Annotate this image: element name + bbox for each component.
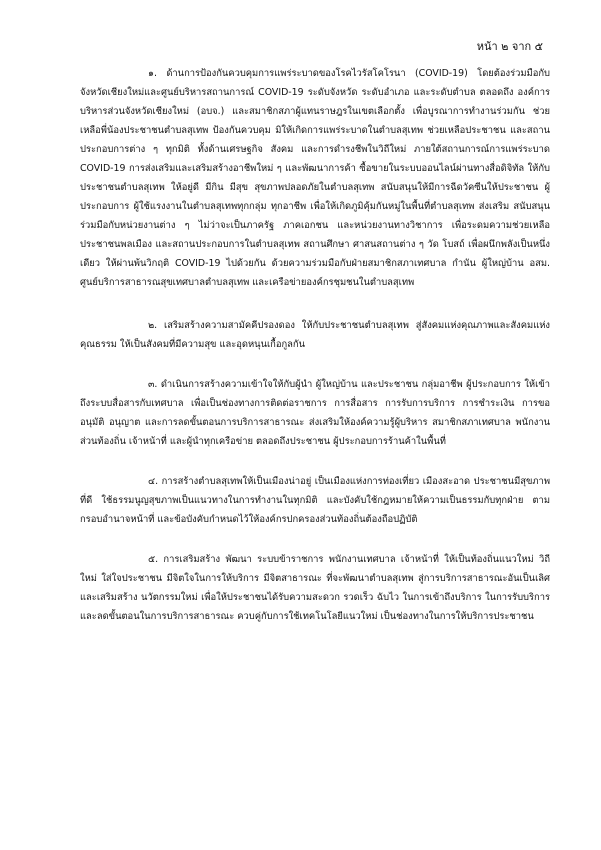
policy-paragraph-4: ๔. การสร้างตำบลสุเทพให้เป็นเมืองน่าอยู่ เป็นเมืองแห่งการท่องเที่ยว เมืองสะอาด ประชาชนมีสุขภาพที่ดี ใช้ธรรมนูญสุขภาพเป็นแนวทางในการทำงานในทุกมิติ และบังคับใช้กฎหมายให้ความเป็นธรรมกับทุกฝ่าย ตามกรอบอำนาจหน้าที่ และข้อบังคับกำหนดไว้ให้องค์กรปกครองส่วนท้องถิ่นต้องถือปฏิบัติ (80, 476, 550, 525)
document-body (80, 64, 550, 647)
policy-paragraph-2: ๒. เสริมสร้างความสามัคคีปรองดอง ให้กับประชาชนตำบลสุเทพ สู่สังคมแห่งคุณภาพและสังคมแห่งคุณธรรม ให้เป็นสังคมที่มีความสุข และอุดหนุนเกื้อกูลกัน (80, 320, 550, 350)
policy-paragraph-5: ๕. การเสริมสร้าง พัฒนา ระบบข้าราชการ พนักงานเทศบาล เจ้าหน้าที่ ให้เป็นท้องถิ่นแนวใหม่ วิถีใหม่ ใส่ใจประชาชน มีจิตใจในการให้บริการ มีจิตสาธารณะ ที่จะพัฒนาตำบลสุเทพ สู่การบริการสาธารณะอันเป็นเลิศ และเสริมสร้าง นวัตกรรมใหม่ เพื่อให้ประชาชนได้รับความสะดวก รวดเร็ว ฉับไว ในการเข้าถึงบริการ ในการรับบริการ และลดขั้นตอนในการบริการสาธารณะ ควบคู่กับการใช้เทคโนโลยีแนวใหม่ เป็นช่องทางในการให้บริการประชาชน (80, 554, 550, 622)
page-number: หน้า ๒ จาก ๕ (476, 40, 543, 53)
policy-paragraph-1: ๑. ด้านการป้องกันควบคุมการแพร่ระบาดของโรคไวรัสโคโรนา (COVID-19) โดยต้องร่วมมือกับจังหวัดเชียงใหม่และศูนย์บริหารสถานการณ์ COVID-19 ระดับจังหวัด ระดับอำเภอ และระดับตำบล ตลอดถึง องค์การบริหารส่วนจังหวัดเชียงใหม่ (อบจ.) และสมาชิกสภาผู้แทนราษฎรในเขตเลือกตั้ง เพื่อบูรณาการทำงานร่วมกัน ช่วยเหลือพี่น้องประชาชนตำบลสุเทพ ป้องกันควบคุม มิให้เกิดการแพร่ระบาดในตำบลสุเทพ ช่วยเหลือประชาชน และสถานประกอบการต่าง ๆ ทุกมิติ ทั้งด้านเศรษฐกิจ สังคม และการดำรงชีพในวิถีใหม่ ภายใต้สถานการณ์การแพร่ระบาด COVID-19 การส่งเสริมและเสริมสร้างอาชีพใหม่ ๆ และพัฒนาการค้า ซื้อขายในระบบออนไลน์ผ่านทางสื่อดิจิทัล ให้กับประชาชนตำบลสุเทพ ให้อยู่ดี มีกิน มีสุข สุขภาพปลอดภัยในตำบลสุเทพ สนับสนุนให้มีการฉีดวัคซีนให้ประชาชน ผู้ประกอบการ ผู้ใช้แรงงานในตำบลสุเทพทุกกลุ่ม ทุกอาชีพ เพื่อให้เกิดภูมิคุ้มกันหมู่ในพื้นที่ตำบลสุเทพ ส่งเสริม สนับสนุน ร่วมมือกับหน่วยงานต่าง ๆ ไม่ว่าจะเป็นภาครัฐ ภาคเอกชน และหน่วยงานทางวิชาการ เพื่อระดมความช่วยเหลือ ประชาชนพลเมือง และสถานประกอบการในตำบลสุเทพ สถานศึกษา ศาสนสถานต่าง ๆ วัด โบสถ์ เพื่อผนึกพลังเป็นหนึ่งเดียว ให้ผ่านพ้นวิกฤติ COVID-19 ไปด้วยกัน ด้วยความร่วมมือกับฝ่ายสมาชิกสภาเทศบาล กำนัน ผู้ใหญ่บ้าน อสม. ศูนย์บริการสาธารณสุขเทศบาลตำบลสุเทพ และเครือข่ายองค์กรชุมชนในตำบลสุเทพ (80, 68, 550, 288)
policy-paragraph-3: ๓. ดำเนินการสร้างความเข้าใจให้กับผู้นำ ผู้ใหญ่บ้าน และประชาชน กลุ่มอาชีพ ผู้ประกอบการ ให้เข้าถึงระบบสื่อสารกับเทศบาล เพื่อเป็นช่องทางการติดต่อราชการ การสื่อสาร การรับการบริการ การชำระเงิน การขออนุมัติ อนุญาต และการลดขั้นตอนการบริการสาธารณะ ส่งเสริมให้องค์ความรู้ผู้บริหาร สมาชิกสภาเทศบาล พนักงานส่วนท้องถิ่น เจ้าหน้าที่ และผู้นำทุกเครือข่าย ตลอดถึงประชาชน ผู้ประกอบการร้านค้าในพื้นที่ (80, 379, 550, 447)
